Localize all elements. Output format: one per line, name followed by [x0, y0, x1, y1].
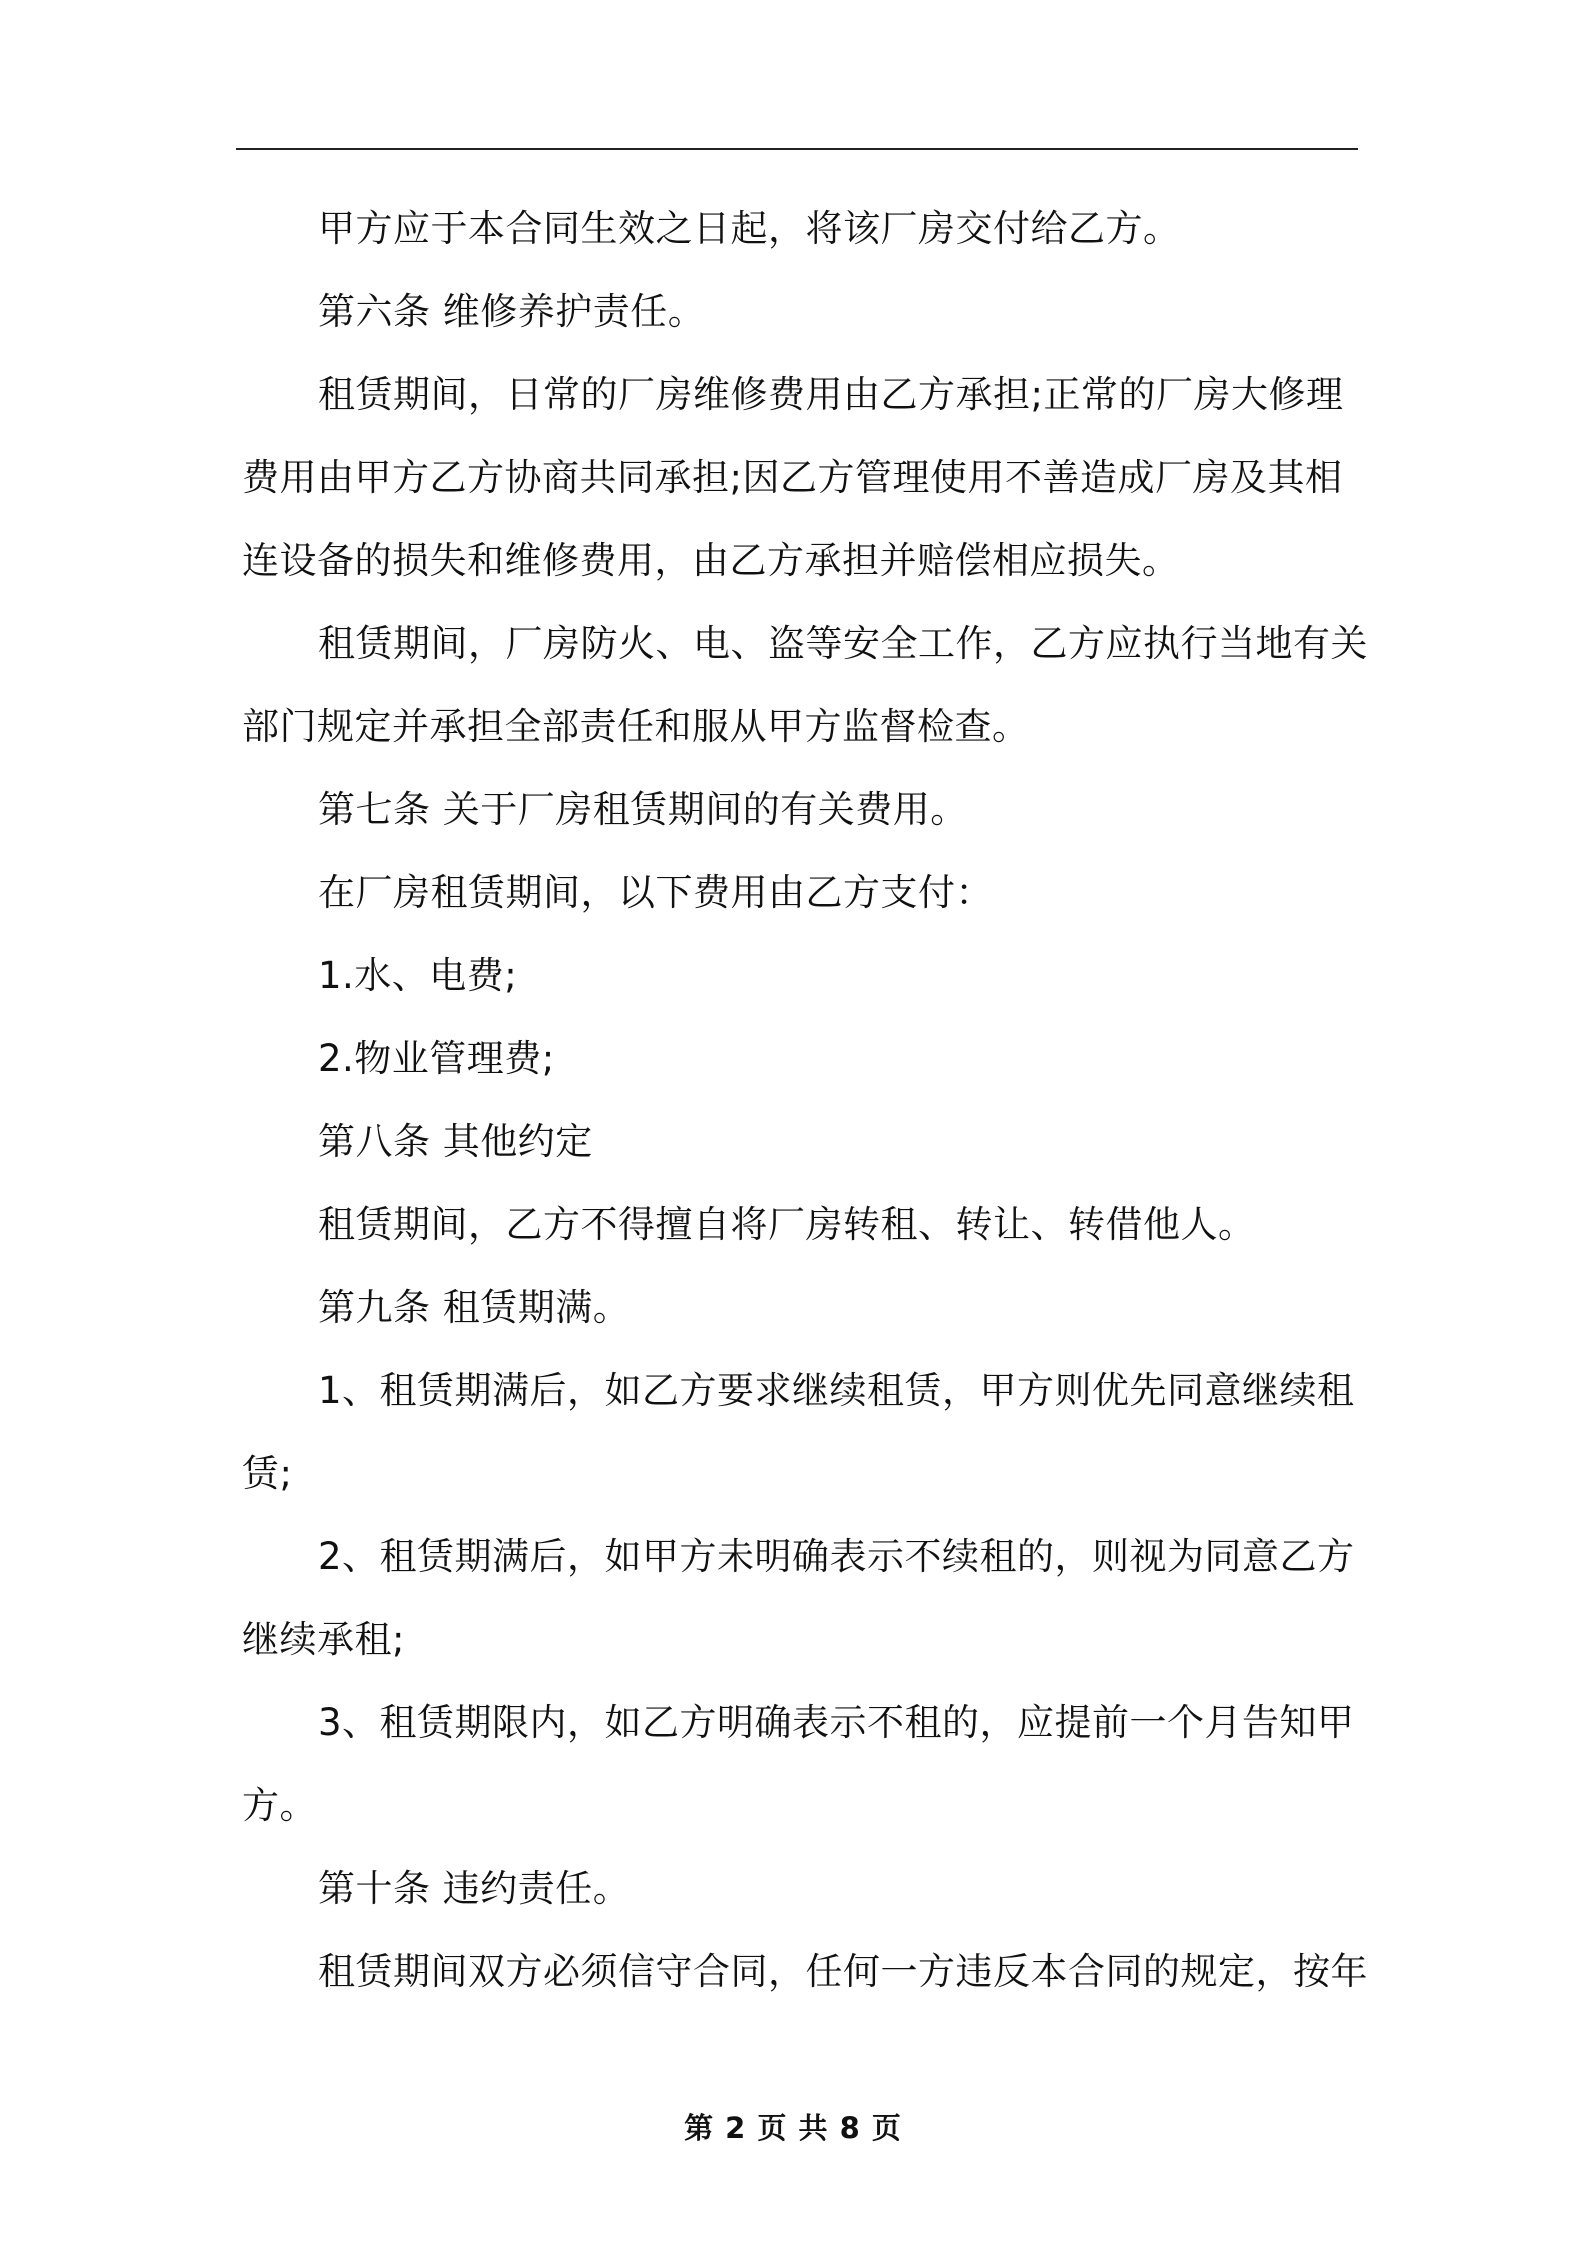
clause-9-1-line-2: 赁; — [242, 1452, 293, 1495]
clause-9-3-line-2: 方。 — [242, 1784, 317, 1827]
clause-9-1-line-1: 1、租赁期满后，如乙方要求继续租赁，甲方则优先同意继续租 — [318, 1369, 1355, 1412]
paragraph-handover: 甲方应于本合同生效之日起，将该厂房交付给乙方。 — [318, 207, 1181, 250]
paragraph-breach-line-1: 租赁期间双方必须信守合同，任何一方违反本合同的规定，按年 — [318, 1950, 1368, 1993]
paragraph-fees-intro: 在厂房租赁期间，以下费用由乙方支付： — [318, 871, 993, 914]
clause-9-2-line-1: 2、租赁期满后，如甲方未明确表示不续租的，则视为同意乙方 — [318, 1535, 1355, 1578]
article-9-heading: 第九条 租赁期满。 — [318, 1286, 631, 1329]
article-8-heading: 第八条 其他约定 — [318, 1120, 593, 1163]
paragraph-maintenance-line-2: 费用由甲方乙方协商共同承担;因乙方管理使用不善造成厂房及其相 — [242, 456, 1343, 499]
page-footer: 第 2 页 共 8 页 — [684, 2111, 902, 2145]
fee-item-1: 1.水、电费; — [318, 954, 518, 997]
paragraph-safety-line-1: 租赁期间，厂房防火、电、盗等安全工作，乙方应执行当地有关 — [318, 622, 1368, 665]
paragraph-safety-line-2: 部门规定并承担全部责任和服从甲方监督检查。 — [242, 705, 1030, 748]
clause-9-2-line-2: 继续承租; — [242, 1618, 405, 1661]
clause-9-3-line-1: 3、租赁期限内，如乙方明确表示不租的，应提前一个月告知甲 — [318, 1701, 1355, 1744]
article-6-heading: 第六条 维修养护责任。 — [318, 290, 706, 333]
fee-item-2: 2.物业管理费; — [318, 1037, 555, 1080]
header-rule — [236, 148, 1358, 150]
article-7-heading: 第七条 关于厂房租赁期间的有关费用。 — [318, 788, 968, 831]
paragraph-sublet: 租赁期间，乙方不得擅自将厂房转租、转让、转借他人。 — [318, 1203, 1256, 1246]
paragraph-maintenance-line-1: 租赁期间，日常的厂房维修费用由乙方承担;正常的厂房大修理 — [318, 373, 1344, 416]
article-10-heading: 第十条 违约责任。 — [318, 1867, 631, 1910]
paragraph-maintenance-line-3: 连设备的损失和维修费用，由乙方承担并赔偿相应损失。 — [242, 539, 1180, 582]
